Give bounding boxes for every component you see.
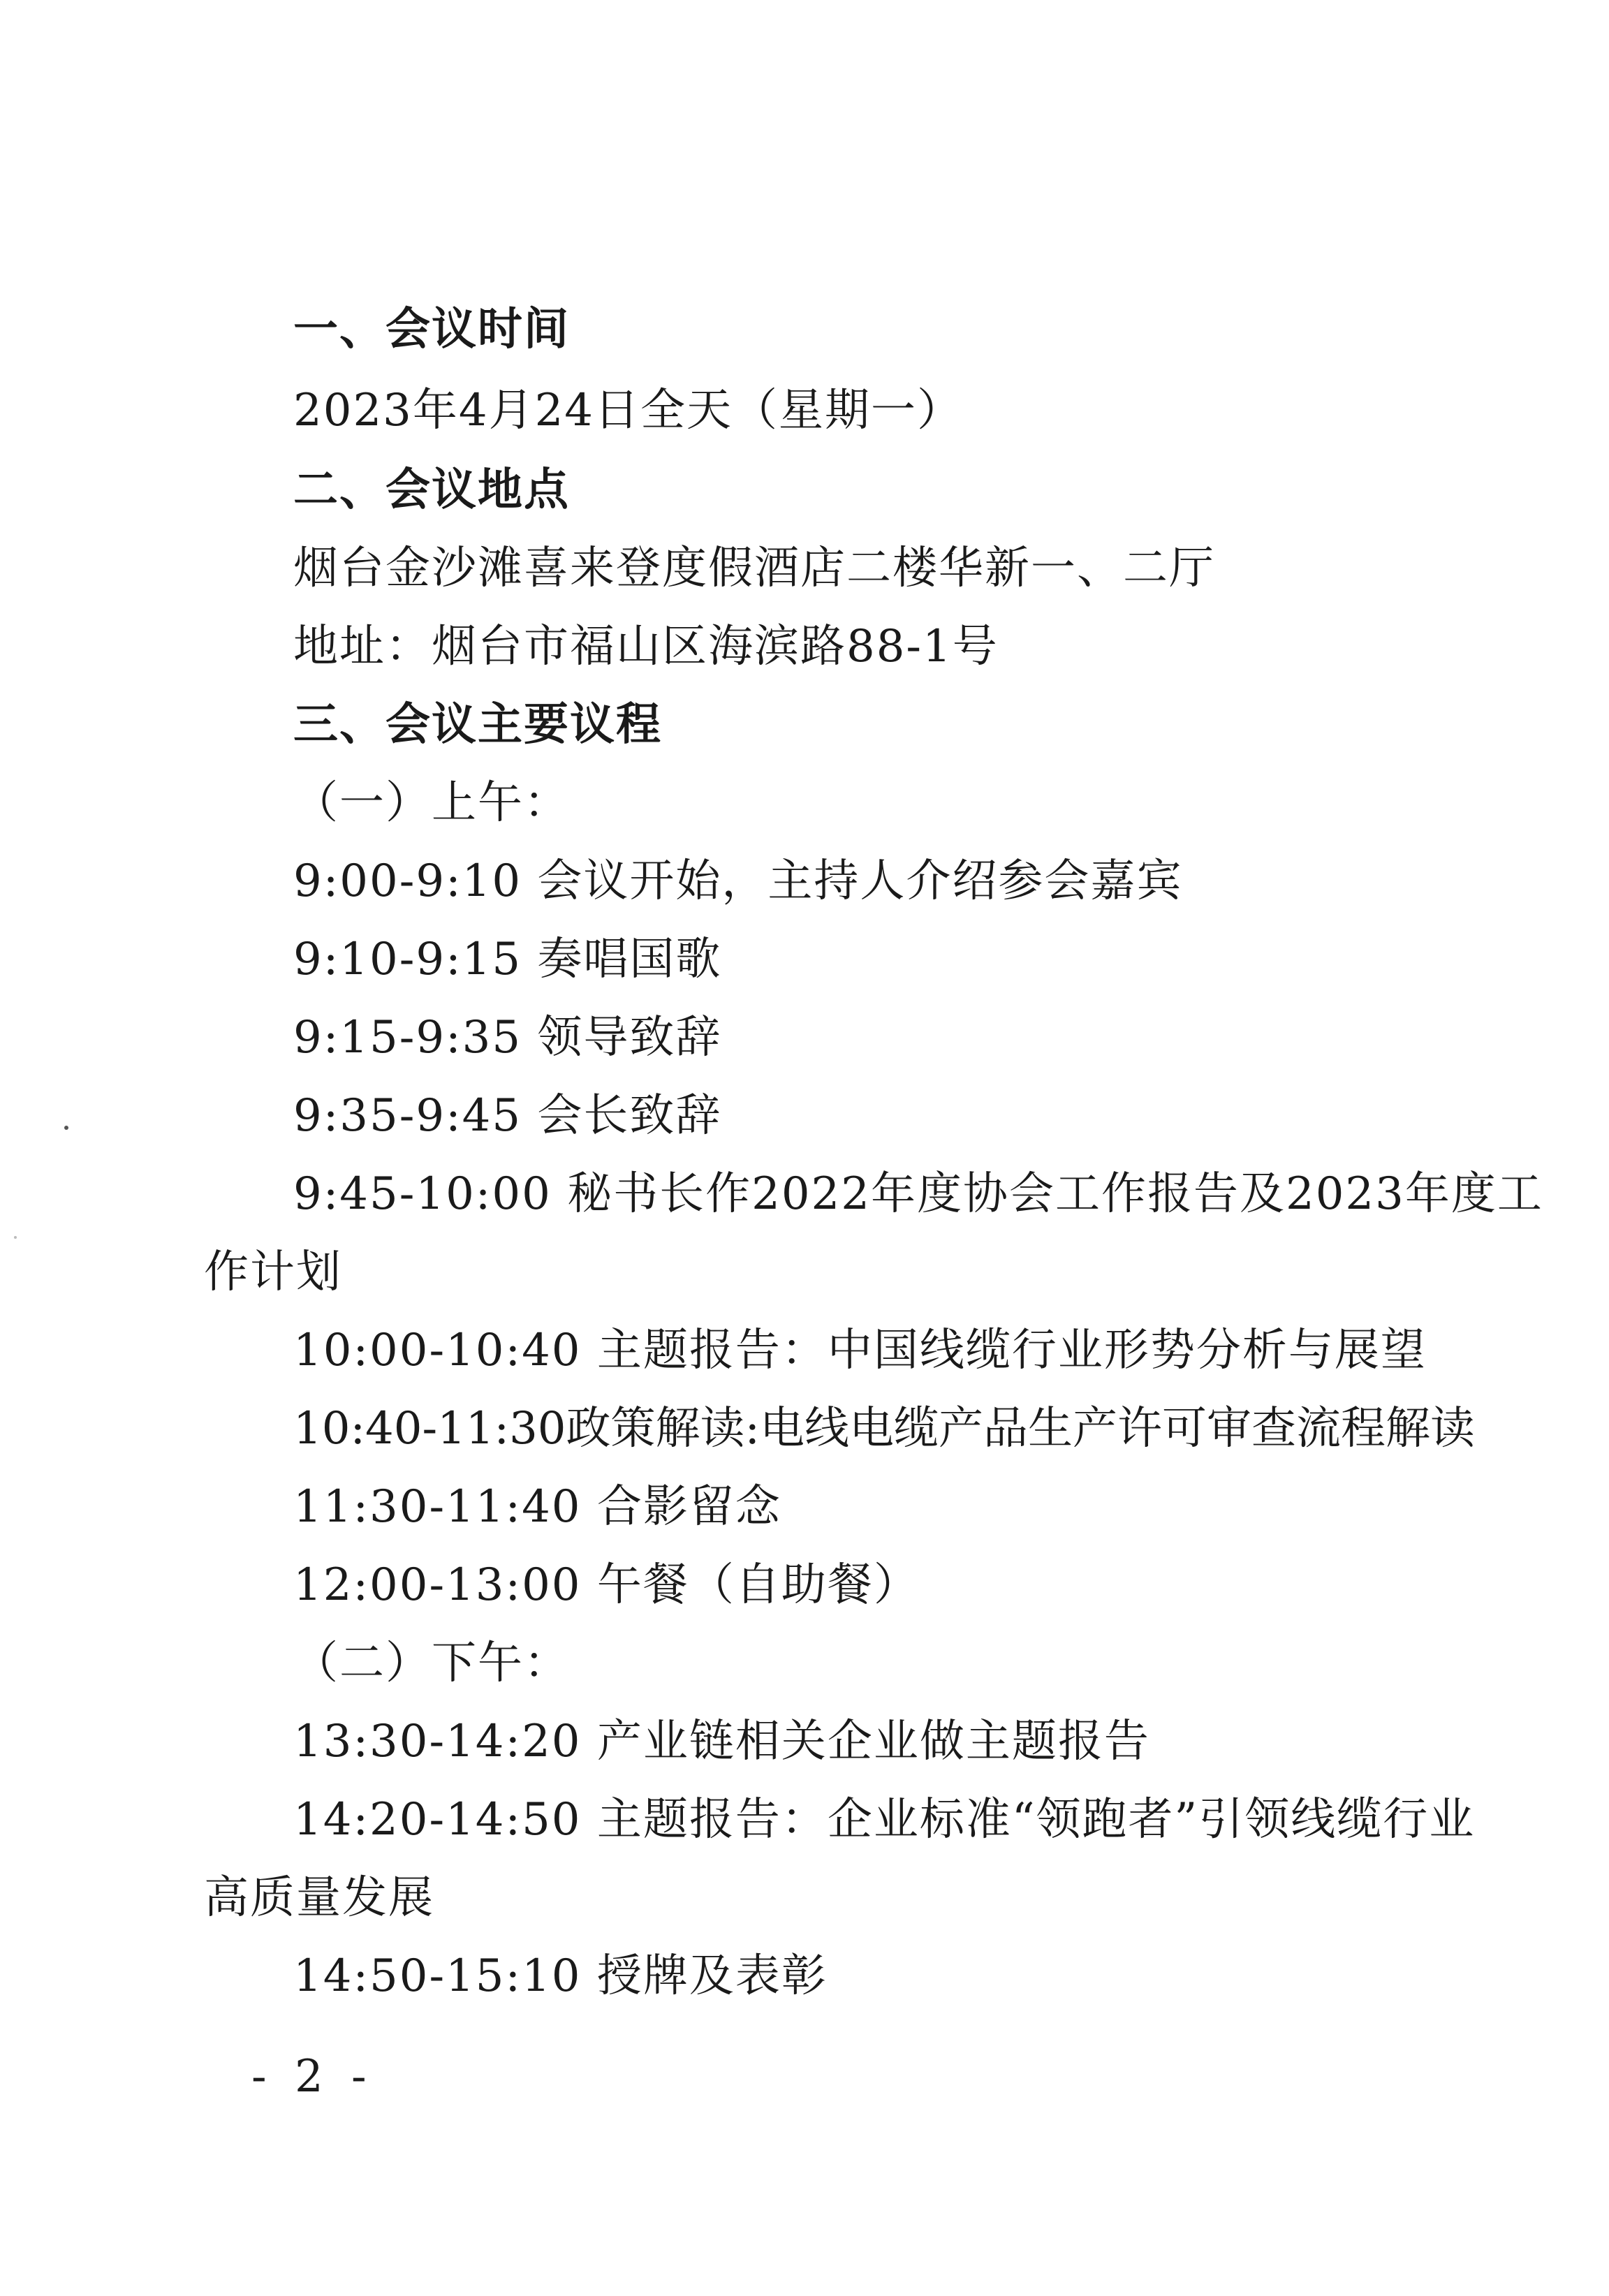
agenda-item: 14:50-15:10 授牌及表彰 xyxy=(293,1950,828,2002)
agenda-item: 9:45-10:00 秘书长作2022年度协会工作报告及2023年度工 xyxy=(293,1168,1543,1220)
agenda-item: 9:10-9:15 奏唱国歌 xyxy=(293,934,722,985)
scan-speck xyxy=(14,1236,17,1239)
section-heading-agenda: 三、会议主要议程 xyxy=(293,699,662,751)
page-number: - 2 - xyxy=(251,2051,374,2103)
agenda-item-continuation: 作计划 xyxy=(204,1246,342,1298)
venue-address: 地址：烟台市福山区海滨路88-1号 xyxy=(293,621,999,672)
agenda-item: 10:00-10:40 主题报告：中国线缆行业形势分析与展望 xyxy=(293,1325,1427,1376)
agenda-item: 11:30-11:40 合影留念 xyxy=(293,1481,781,1533)
agenda-morning-label: （一）上午： xyxy=(293,777,570,829)
agenda-item: 9:15-9:35 领导致辞 xyxy=(293,1012,722,1064)
agenda-item-continuation: 高质量发展 xyxy=(204,1872,434,1924)
agenda-item: 9:35-9:45 会长致辞 xyxy=(293,1090,722,1142)
agenda-item: 9:00-9:10 会议开始，主持人介绍参会嘉宾 xyxy=(293,855,1183,907)
agenda-item: 12:00-13:00 午餐（自助餐） xyxy=(293,1559,920,1611)
agenda-item: 13:30-14:20 产业链相关企业做主题报告 xyxy=(293,1716,1150,1767)
agenda-item: 14:20-14:50 主题报告：企业标准“领跑者”引领线缆行业 xyxy=(293,1794,1476,1846)
section-heading-meeting-venue: 二、会议地点 xyxy=(293,464,570,516)
scan-speck xyxy=(64,1126,68,1130)
agenda-item: 10:40-11:30政策解读:电线电缆产品生产许可审查流程解读 xyxy=(293,1403,1476,1455)
meeting-date: 2023年4月24日全天（星期一） xyxy=(293,385,964,436)
agenda-afternoon-label: （二）下午： xyxy=(293,1638,570,1689)
venue-name: 烟台金沙滩喜来登度假酒店二楼华新一、二厅 xyxy=(293,543,1215,594)
section-heading-meeting-time: 一、会议时间 xyxy=(293,304,570,355)
